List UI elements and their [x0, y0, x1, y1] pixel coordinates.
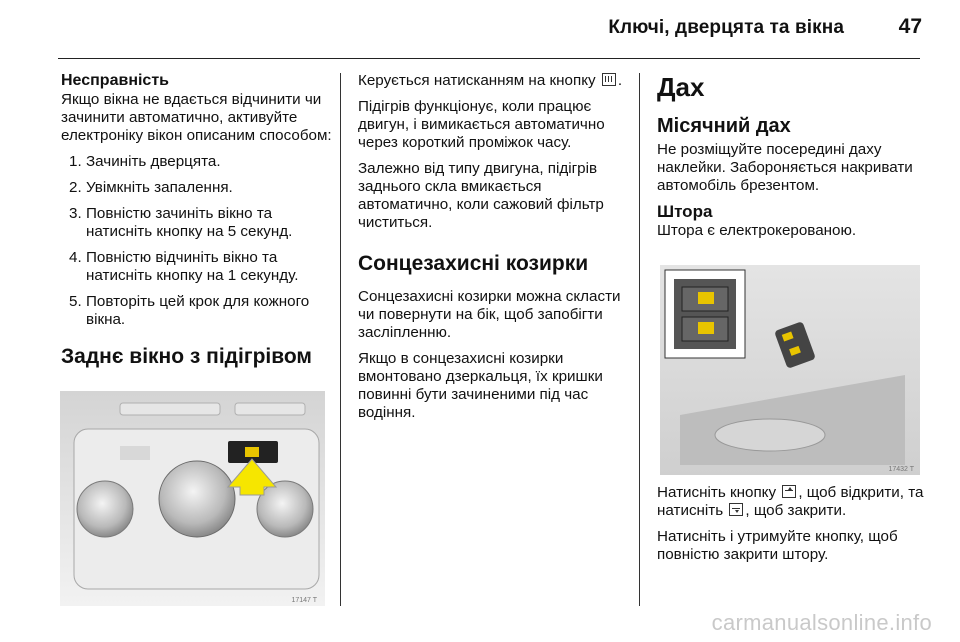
operation-text — [358, 72, 636, 90]
step-number: 4. — [69, 249, 82, 266]
page-number: 47 — [898, 15, 922, 38]
list-item — [61, 179, 336, 197]
step-number: 5. — [69, 293, 82, 310]
roof-console-figure — [660, 265, 920, 475]
blind-text-b: , щоб відкрити, та натисніть — [657, 484, 924, 519]
operation-text-b: . — [617, 72, 623, 89]
watermark: carmanualsonline.info — [711, 610, 932, 635]
roof-title: Дах — [657, 72, 705, 102]
steps-list — [61, 153, 336, 329]
blind-text-c: , щоб закрити. — [745, 502, 847, 519]
sun-visors-title: Сонцезахисні козирки — [358, 252, 589, 275]
step-text: Зачиніть дверцята. — [86, 153, 221, 170]
heated-rear-window-icon — [602, 73, 616, 86]
malfunction-heading: Несправність — [61, 72, 169, 89]
column-3-bottom — [657, 484, 932, 572]
column-divider — [340, 73, 341, 606]
figure-code: 17147 T — [291, 597, 317, 604]
operation-text-a: Керується натисканням на кнопку — [358, 72, 596, 89]
climate-panel-illustration — [60, 391, 325, 606]
header-divider — [58, 58, 920, 59]
heating-function-text: Підігрів функціонує, коли працює двигун, і вимикається автоматично через короткий проміжок часу. — [358, 98, 605, 151]
blind-open-icon — [782, 485, 796, 498]
step-text: Повністю відчиніть вікно та натисніть кнопку на 1 секунду. — [86, 249, 299, 284]
list-item — [61, 153, 336, 171]
sun-visors-text: Сонцезахисні козирки можна скласти чи повернути на бік, щоб запобігти засліпленню. — [358, 288, 621, 341]
step-text: Повністю зачиніть вікно та натисніть кнопку на 5 секунд. — [86, 205, 293, 240]
column-divider — [639, 73, 640, 606]
blind-open-close-text — [657, 484, 932, 520]
malfunction-intro: Якщо вікна не вдається відчинити чи зачинити автоматично, активуйте електроніку вікон описаним способом: — [61, 91, 332, 144]
blind-text-a: Натисніть кнопку — [657, 484, 777, 501]
column-3 — [657, 72, 932, 248]
step-text: Увімкніть запалення. — [86, 179, 233, 196]
list-item — [61, 249, 336, 285]
list-item — [61, 205, 336, 241]
blind-heading: Штора — [657, 202, 713, 221]
list-item — [61, 293, 336, 329]
figure-code: 17432 T — [888, 466, 914, 473]
step-number: 3. — [69, 205, 82, 222]
soot-filter-text: Залежно від типу двигуна, підігрів заднього скла вмикається автоматично, коли сажовий фільтр чиститься. — [358, 160, 604, 231]
blind-description: Штора є електрокерованою. — [657, 222, 857, 239]
blind-hold-text: Натисніть і утримуйте кнопку, щоб повністю закрити штору. — [657, 528, 898, 563]
roof-console-illustration — [660, 265, 920, 475]
heated-rear-window-title: Заднє вікно з підігрівом — [61, 345, 312, 368]
column-1 — [61, 72, 336, 381]
climate-panel-figure — [60, 391, 325, 606]
page-header — [0, 0, 960, 58]
step-text: Повторіть цей крок для кожного вікна. — [86, 293, 310, 328]
moon-roof-subtitle: Місячний дах — [657, 115, 791, 137]
blind-close-icon — [729, 503, 743, 516]
chapter-title: Ключі, дверцята та вікна — [608, 17, 844, 38]
step-number: 1. — [69, 153, 82, 170]
roof-warning-text: Не розміщуйте посередині даху наклейки. Забороняється накривати автомобіль брезентом. — [657, 141, 913, 194]
column-2 — [358, 72, 636, 430]
step-number: 2. — [69, 179, 82, 196]
vanity-mirror-text: Якщо в сонцезахисні козирки вмонтовано дзеркальця, їх кришки повинні бути зачиненими під час водіння. — [358, 350, 603, 421]
